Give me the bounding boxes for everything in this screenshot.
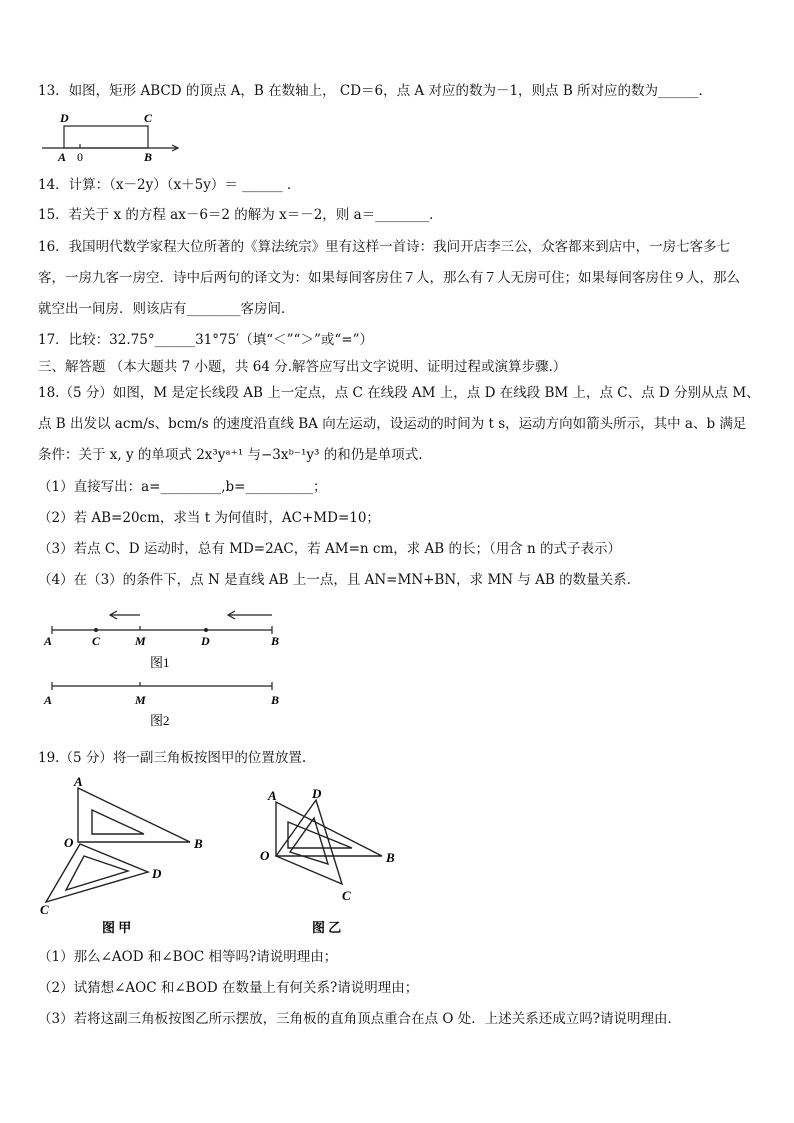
q19-figa-label-a: A (74, 774, 83, 789)
q18-fig1-label-c: C (92, 634, 101, 648)
q17-text: 17．比较：32.75°______31°75′（填“＜”“＞”或“=”） (38, 332, 373, 348)
q13-label-b: B (144, 150, 153, 164)
q19-figb-label-b: B (386, 850, 395, 865)
q19-figb-label-o: O (260, 848, 270, 863)
q19-figa-label-c: C (40, 902, 49, 917)
q14-text: 14．计算：（x－2y）（x＋5y）＝ ______ ． (38, 177, 301, 193)
q18-part-3: （3）若点 C、D 运动时，总有 MD=2AC，若 AM=n cm，求 AB 的长；（用含 n 的式子表示） (38, 541, 622, 557)
q13-label-a: A (58, 150, 67, 164)
q18-fig1-label-a: A (44, 634, 53, 648)
q19-figa-caption: 图 甲 (102, 920, 132, 935)
q18-part-4: （4）在（3）的条件下，点 N 是直线 AB 上一点，且 AN=MN+BN，求 MN 与 AB 的数量关系. (38, 572, 631, 588)
q18-fig1-label-d: D (201, 634, 210, 648)
q19-figb-caption: 图 乙 (312, 920, 342, 935)
q19-part-2: （2）试猜想∠AOC 和∠BOD 在数量上有何关系?请说明理由； (38, 980, 419, 996)
q18-fig2-label-m: M (135, 693, 146, 707)
section-3-heading: 三、解答题 （本大题共 7 小题，共 64 分.解答应写出文字说明、证明过程或演算步骤.） (38, 359, 567, 375)
q18-fig2-label-b: B (271, 693, 280, 707)
q19-part-3: （3）若将这副三角板按图乙所示摆放，三角板的直角顶点重合在点 O 处．上述关系还成立吗?请说明理由． (38, 1011, 681, 1027)
q18-fig2-caption: 图2 (150, 713, 170, 728)
q18-fig1-label-m: M (135, 634, 146, 648)
q16-line-2: 客，一房九客一房空．诗中后两句的译文为：如果每间客房住７人，那么有７人无房可住；如果每间客房住９人，那么 (38, 270, 740, 286)
q18-line-3: 条件：关于 x, y 的单项式 2x³yᵃ⁺¹ 与−3xᵇ⁻¹y³ 的和仍是单项式. (38, 447, 423, 463)
q19-figa-label-d: D (152, 866, 162, 881)
q19-figb-label-d: D (312, 786, 322, 801)
q18-part-2: （2）若 AB=20cm，求当 t 为何值时，AC+MD=10； (38, 510, 380, 526)
q19-figb-label-c: C (342, 888, 351, 903)
q19-figa-label-o: O (64, 835, 74, 850)
q18-line-2: 点 B 出发以 acm/s、bcm/s 的速度沿直线 BA 向左运动，设运动的时间为 t s，运动方向如箭头所示，其中 a、b 满足 (38, 416, 747, 432)
q13-text: 13．如图，矩形 ABCD 的顶点 A，B 在数轴上， CD＝6，点 A 对应的数为－1，则点 B 所对应的数为______． (38, 83, 713, 99)
q16-line-1: 16．我国明代数学家程大位所著的《算法统宗》里有这样一首诗：我问开店李三公，众客都来到店中，一房七客多七 (38, 239, 731, 255)
q16-line-3: 就空出一间房．则该店有________客房间． (38, 301, 295, 317)
q18-fig2-label-a: A (44, 693, 53, 707)
q18-figures (40, 605, 290, 735)
q18-fig1-caption: 图1 (150, 655, 170, 670)
q15-text: 15．若关于 x 的方程 ax－6＝2 的解为 x＝－2，则 a＝________． (38, 207, 443, 223)
q19-figa-label-b: B (194, 836, 203, 851)
q19-figures (36, 772, 416, 942)
q13-label-c: C (144, 111, 153, 125)
q13-figure (38, 108, 188, 164)
q13-label-d: D (60, 111, 69, 125)
q19-figb-label-a: A (268, 788, 277, 803)
q18-line-1: 18.（5 分）如图，M 是定长线段 AB 上一定点，点 C 在线段 AM 上，点 D 在线段 BM 上，点 C、点 D 分别从点 M、 (38, 385, 760, 401)
q19-text: 19.（5 分）将一副三角板按图甲的位置放置. (38, 750, 307, 766)
q13-label-zero: 0 (77, 150, 83, 164)
q18-fig1-label-b: B (271, 634, 280, 648)
q18-part-1: （1）直接写出：a=_________,b=__________； (38, 479, 327, 495)
q19-part-1: （1）那么∠AOD 和∠BOC 相等吗?请说明理由； (38, 949, 338, 965)
